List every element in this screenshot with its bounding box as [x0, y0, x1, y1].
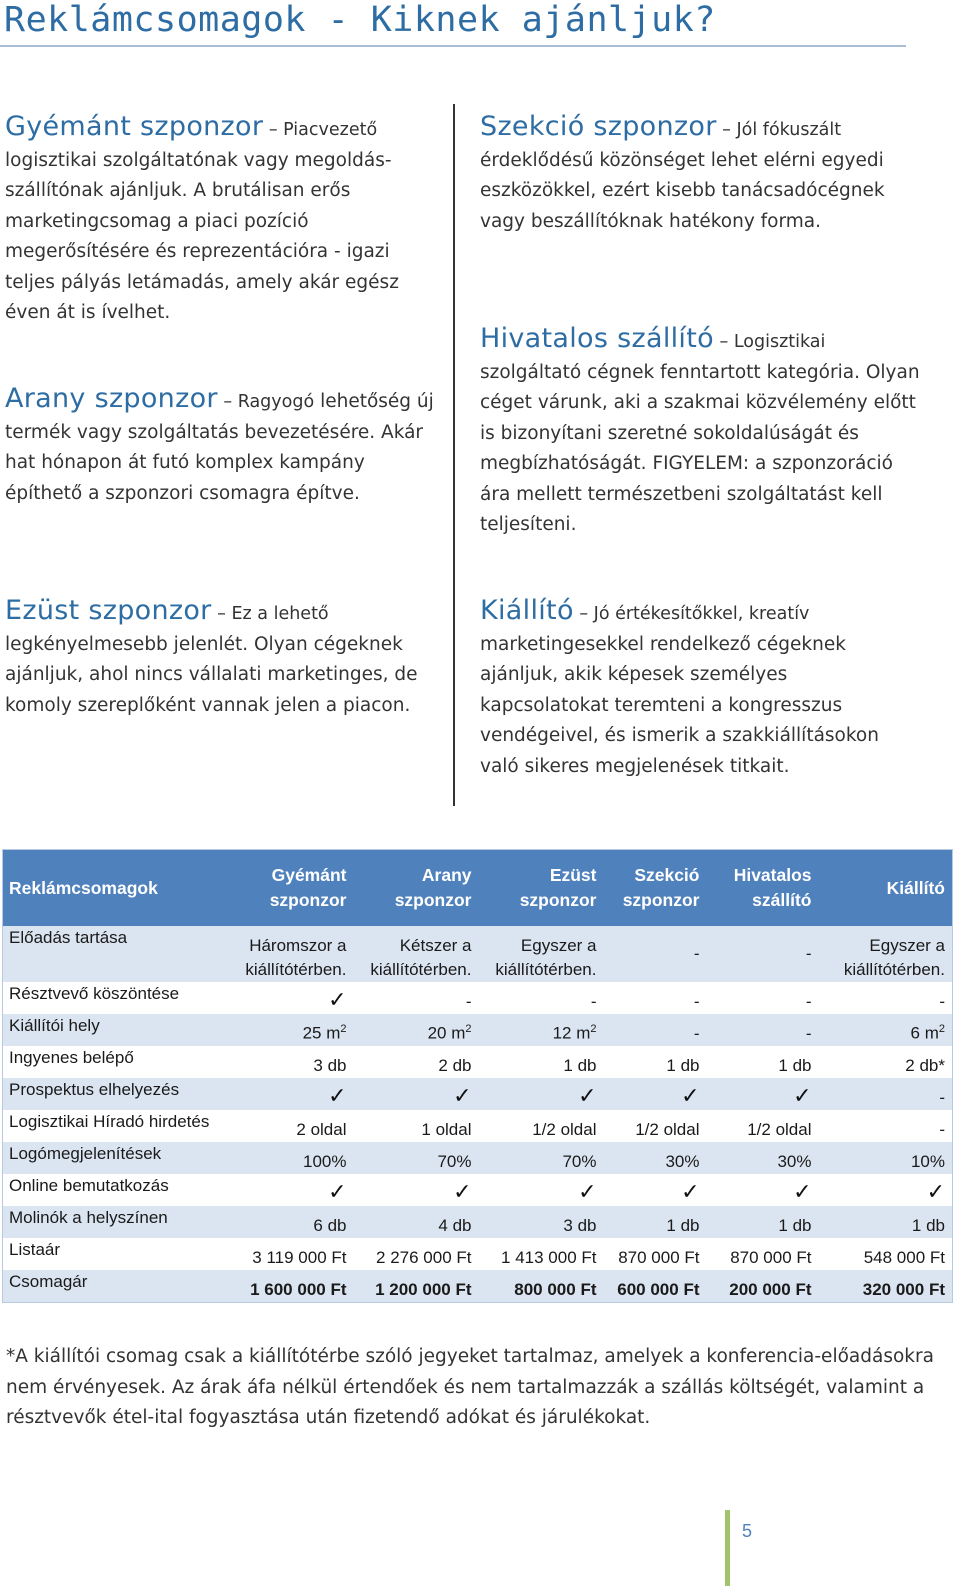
unit-superscript: 2	[938, 1023, 945, 1036]
section-lead: Jól fókuszált	[736, 120, 842, 140]
table-cell	[707, 1238, 819, 1270]
header-gyemant: Gyémánt szponzor	[231, 850, 354, 927]
table-cell	[354, 1174, 479, 1206]
cell-value: 1 db	[666, 1216, 700, 1235]
checkmark-icon: ✓	[681, 1179, 700, 1204]
checkmark-icon: ✓	[926, 1179, 945, 1204]
cell-value: -	[693, 1024, 700, 1043]
checkmark-icon: ✓	[453, 1179, 472, 1204]
section-name: Szekció szponzor	[480, 111, 717, 142]
section-lead: Logisztikai	[733, 332, 826, 352]
checkmark-icon: ✓	[793, 1179, 812, 1204]
cell-value: -	[939, 1120, 945, 1139]
table-cell	[707, 1078, 819, 1110]
table-cell	[819, 1110, 953, 1142]
table-cell	[354, 1238, 479, 1270]
table-cell	[479, 1110, 604, 1142]
section-separator: –	[716, 120, 737, 140]
package-table	[2, 849, 953, 1303]
table-cell	[231, 1014, 354, 1046]
section-name: Kiállító	[480, 595, 574, 626]
row-label: Online bemutatkozás	[9, 1176, 169, 1195]
section-szekcio	[480, 112, 920, 237]
table-cell	[707, 1110, 819, 1142]
table-cell	[231, 982, 354, 1014]
cell-value: 70%	[437, 1152, 472, 1171]
table-cell	[819, 926, 953, 982]
table-row	[3, 1174, 953, 1206]
cell-value: 1/2 oldal	[635, 1120, 700, 1139]
table-cell	[354, 1014, 479, 1046]
table-cell	[819, 1206, 953, 1238]
row-label: Logómegjelenítések	[3, 1142, 231, 1174]
cell-value: 4 db	[438, 1216, 472, 1235]
table-cell	[479, 1238, 604, 1270]
row-label: Listaár	[9, 1240, 61, 1259]
row-label: Prospektus elhelyezés	[3, 1078, 231, 1110]
section-lead: Ragyogó	[237, 392, 315, 412]
section-separator: –	[573, 604, 594, 624]
table-cell	[819, 982, 953, 1014]
section-body: szolgáltató cégnek fenntartott kategória. Olyan céget várunk, aki a szakmai közvélemény előtt is bizonyítani szeretné sokoldalúságát és megbízhatóságát. FIGYELEM: a szponzoráció ára mellett természetbeni szolgáltatást kell teljesíteni.	[480, 361, 920, 535]
row-label: Résztvevő köszöntése	[9, 984, 180, 1003]
table-cell	[354, 1078, 479, 1110]
column-divider	[453, 104, 455, 806]
section-lead: Ez a lehető	[231, 604, 329, 624]
table-row	[3, 1110, 953, 1142]
table-cell	[354, 1142, 479, 1174]
header-szekcio: Szekció szponzor	[604, 850, 707, 927]
page-title: Reklámcsomagok - Kiknek ajánljuk?	[4, 0, 716, 40]
table-cell	[604, 1110, 707, 1142]
row-label: Előadás tartása	[3, 926, 231, 982]
table-row	[3, 926, 953, 982]
table-cell	[819, 1014, 953, 1046]
table-cell	[707, 1046, 819, 1078]
checkmark-icon: ✓	[578, 1083, 597, 1108]
cell-value: 30%	[777, 1152, 812, 1171]
page-marker-bar	[725, 1510, 730, 1586]
section-ezust	[5, 596, 445, 721]
cell-value: 12 m	[552, 1024, 591, 1043]
table-cell	[819, 1270, 953, 1303]
title-rule	[0, 45, 906, 47]
section-name: Gyémánt szponzor	[5, 111, 264, 142]
section-hivatalos	[480, 324, 920, 541]
section-separator: –	[713, 332, 734, 352]
cell-value: 2 db*	[905, 1056, 945, 1075]
unit-superscript: 2	[340, 1023, 347, 1036]
table-cell	[819, 1078, 953, 1110]
table-cell	[231, 1142, 354, 1174]
section-name: Arany szponzor	[5, 383, 218, 414]
table-cell	[707, 1174, 819, 1206]
section-body: logisztikai szolgáltatónak vagy megoldás-szállítónak ajánljuk. A brutálisan erős marketingcsomag a piaci pozíció megerősítésére és reprezentációra - igazi teljes pályás letámadás, amely akár egész éven át is ívelhet.	[5, 149, 399, 323]
cell-value: 1 db	[563, 1056, 597, 1075]
checkmark-icon: ✓	[578, 1179, 597, 1204]
table-cell	[479, 982, 604, 1014]
cell-value: -	[693, 944, 700, 963]
table-cell	[231, 1078, 354, 1110]
row-label: Kiállítói hely	[3, 1014, 231, 1046]
section-separator: –	[217, 392, 238, 412]
checkmark-icon: ✓	[328, 1083, 347, 1108]
cell-value: Egyszer a kiállítótérben.	[843, 936, 945, 979]
cell-value: 1 413 000 Ft	[501, 1248, 597, 1267]
section-gyemant	[5, 112, 445, 329]
table-cell	[819, 1174, 953, 1206]
table-row	[3, 1078, 953, 1110]
section-lead: Piacvezető	[283, 120, 378, 140]
table-cell	[479, 1078, 604, 1110]
cell-value: 1 db	[911, 1216, 945, 1235]
table-cell	[604, 1206, 707, 1238]
table-cell	[231, 1238, 354, 1270]
cell-value: -	[805, 992, 812, 1011]
cell-value: 25 m	[302, 1024, 341, 1043]
row-label: Molinók a helyszínen	[3, 1206, 231, 1238]
table-header-row	[3, 850, 953, 927]
row-label: Ingyenes belépő	[9, 1048, 134, 1067]
header-ezust: Ezüst szponzor	[479, 850, 604, 927]
cell-value: 1/2 oldal	[747, 1120, 812, 1139]
section-body: érdeklődésű közönséget lehet elérni egyedi eszközökkel, ezért kisebb tanácsadócégnek vagy beszállítóknak hatékony forma.	[480, 149, 885, 232]
cell-value: 1 600 000 Ft	[250, 1280, 347, 1299]
table-cell	[604, 1270, 707, 1303]
table-cell	[479, 1142, 604, 1174]
table-cell	[819, 1238, 953, 1270]
table-cell	[231, 1046, 354, 1078]
section-kiallito	[480, 596, 920, 782]
cell-value: 6 m	[910, 1024, 939, 1043]
cell-value: 70%	[562, 1152, 597, 1171]
cell-value: 1/2 oldal	[532, 1120, 597, 1139]
cell-value: 3 db	[313, 1056, 347, 1075]
cell-value: -	[805, 1024, 812, 1043]
table-cell	[479, 1270, 604, 1303]
table-cell	[354, 1110, 479, 1142]
cell-value: Egyszer a kiállítótérben.	[495, 936, 597, 979]
table-cell	[707, 1206, 819, 1238]
table-cell	[604, 1046, 707, 1078]
footnote: *A kiállítói csomag csak a kiállítótérbe szóló jegyeket tartalmaz, amelyek a konferencia-előadásokra nem érvényesek. Az árak áfa nélkül értendőek és nem tartalmazzák a szállás költségét, valamint a résztvevők étel-ital fogyasztása után fizetendő adókat és járulékokat.	[6, 1346, 934, 1428]
table-row	[3, 982, 953, 1014]
cell-value: Kétszer a kiállítótérben.	[370, 936, 472, 979]
section-arany	[5, 384, 445, 509]
header-packages: Reklámcsomagok	[3, 850, 231, 927]
cell-value: Háromszor a kiállítótérben.	[245, 936, 347, 979]
section-body: marketingesekkel rendelkező cégeknek ajánljuk, akik képesek személyes kapcsolatokat teremteni a kongresszus vendégeivel, és ismerik a szakkiállításokon való sikeres megjelenések titkait.	[480, 633, 879, 777]
cell-value: 1 db	[778, 1216, 812, 1235]
table-row	[3, 1014, 953, 1046]
table-row	[3, 1142, 953, 1174]
cell-value: 10%	[910, 1152, 945, 1171]
cell-value: 548 000 Ft	[863, 1248, 945, 1267]
checkmark-icon: ✓	[681, 1083, 700, 1108]
cell-value: 100%	[303, 1152, 347, 1171]
section-lead: Jó értékesítőkkel, kreatív	[593, 604, 810, 624]
cell-value: 870 000 Ft	[730, 1248, 812, 1267]
section-body: legkényelmesebb jelenlét. Olyan cégeknek ajánljuk, ahol nincs vállalati marketinges, de komoly szereplőként vannak jelen a piacon.	[5, 633, 418, 716]
table-cell	[479, 1206, 604, 1238]
cell-value: -	[805, 944, 812, 963]
table-cell	[354, 1206, 479, 1238]
table-cell	[707, 926, 819, 982]
table-cell	[604, 1014, 707, 1046]
cell-value: -	[939, 1088, 945, 1107]
table-row	[3, 1270, 953, 1303]
cell-value: 1 db	[666, 1056, 700, 1075]
cell-value: 6 db	[313, 1216, 347, 1235]
table-cell	[479, 1014, 604, 1046]
cell-value: 800 000 Ft	[514, 1280, 597, 1299]
cell-value: 1 db	[778, 1056, 812, 1075]
table-cell	[604, 1174, 707, 1206]
table-cell	[479, 1174, 604, 1206]
table-cell	[231, 1206, 354, 1238]
table-row	[3, 1206, 953, 1238]
table-cell	[819, 1046, 953, 1078]
table-cell	[231, 1270, 354, 1303]
cell-value: -	[939, 992, 945, 1011]
table-cell	[231, 1110, 354, 1142]
row-label: Csomagár	[3, 1270, 231, 1303]
table-row	[3, 1046, 953, 1078]
table-cell	[707, 982, 819, 1014]
unit-superscript: 2	[590, 1023, 597, 1036]
table-cell	[604, 926, 707, 982]
table-body	[3, 926, 953, 1303]
unit-superscript: 2	[465, 1023, 472, 1036]
cell-value: 320 000 Ft	[862, 1280, 945, 1299]
cell-value: 870 000 Ft	[618, 1248, 700, 1267]
section-separator: –	[211, 604, 232, 624]
cell-value: 2 db	[438, 1056, 472, 1075]
table-cell	[707, 1270, 819, 1303]
header-hivatalos: Hivatalos szállító	[707, 850, 819, 927]
table-cell	[479, 926, 604, 982]
cell-value: 1 200 000 Ft	[375, 1280, 472, 1299]
table-cell	[231, 1174, 354, 1206]
cell-value: 3 db	[563, 1216, 597, 1235]
cell-value: 200 000 Ft	[729, 1280, 812, 1299]
table-cell	[604, 982, 707, 1014]
checkmark-icon: ✓	[453, 1083, 472, 1108]
cell-value: 2 oldal	[296, 1120, 347, 1139]
table-cell	[604, 1078, 707, 1110]
table-cell	[354, 982, 479, 1014]
table-cell	[354, 926, 479, 982]
cell-value: 1 oldal	[421, 1120, 472, 1139]
cell-value: -	[693, 992, 700, 1011]
cell-value: 30%	[665, 1152, 700, 1171]
page-number: 5	[742, 1521, 753, 1541]
checkmark-icon: ✓	[793, 1083, 812, 1108]
checkmark-icon: ✓	[328, 1179, 347, 1204]
cell-value: 2 276 000 Ft	[376, 1248, 472, 1267]
header-kiallito: Kiállító	[819, 850, 953, 927]
checkmark-icon: ✓	[328, 987, 347, 1012]
section-separator: –	[263, 120, 284, 140]
cell-value: -	[590, 992, 597, 1011]
cell-value: 20 m	[427, 1024, 466, 1043]
table-row	[3, 1238, 953, 1270]
section-body: lehetőség új termék vagy szolgáltatás bevezetésére. Akár hat hónapon át futó komplex kampány építhető a szponzori csomagra építve.	[5, 391, 434, 504]
cell-value: -	[465, 992, 472, 1011]
table-cell	[707, 1014, 819, 1046]
cell-value: 3 119 000 Ft	[252, 1248, 347, 1267]
table-cell	[231, 926, 354, 982]
section-name: Ezüst szponzor	[5, 595, 212, 626]
table-cell	[604, 1142, 707, 1174]
header-arany: Arany szponzor	[354, 850, 479, 927]
cell-value: 600 000 Ft	[617, 1280, 700, 1299]
section-name: Hivatalos szállító	[480, 323, 714, 354]
table-cell	[354, 1046, 479, 1078]
table-cell	[819, 1142, 953, 1174]
table-cell	[354, 1270, 479, 1303]
table-cell	[604, 1238, 707, 1270]
row-label: Logisztikai Híradó hirdetés	[9, 1112, 210, 1131]
table-cell	[479, 1046, 604, 1078]
table-cell	[707, 1142, 819, 1174]
